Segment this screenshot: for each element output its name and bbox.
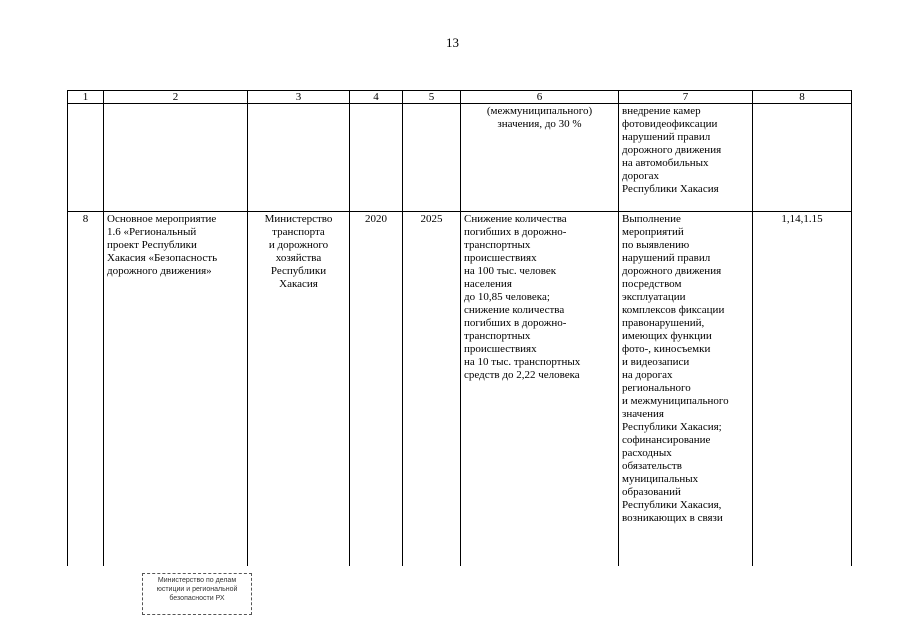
row-number: 8: [68, 212, 104, 567]
page-number: 13: [446, 35, 459, 50]
header-cell-5: 5: [403, 91, 461, 104]
cont-cell-3: [248, 104, 350, 212]
indicator-refs: 1,14,1.15: [753, 212, 852, 567]
expected-result: Снижение количества погибших в дорожно- транспортных происшествиях на 100 тыс. человек населения до 10,85 человека; снижение количества погибших в дорожно- транспортных происшествиях на 10 тыс. транспортных средств до 2,22 человека: [461, 212, 619, 567]
cont-cell-2: [104, 104, 248, 212]
cont-measures: внедрение камер фотовидеофиксации нарушений правил дорожного движения на автомобильных дорогах Республики Хакасия: [619, 104, 753, 212]
end-year: 2025: [403, 212, 461, 567]
table-header-row: [68, 91, 852, 104]
program-table: [67, 90, 852, 566]
registration-stamp: Министерство по делам юстиции и региональной безопасности РХ: [142, 573, 252, 615]
table-row-8: [68, 212, 852, 567]
cont-cell-1: [68, 104, 104, 212]
header-cell-4: 4: [350, 91, 403, 104]
cont-cell-4: [350, 104, 403, 212]
table-row-continuation: [68, 104, 852, 212]
cont-cell-8: [753, 104, 852, 212]
cont-cell-5: [403, 104, 461, 212]
header-cell-6: 6: [461, 91, 619, 104]
activity-name: Основное мероприятие 1.6 «Региональный проект Республики Хакасия «Безопасность дорожного движения»: [104, 212, 248, 567]
responsible-executor: Министерство транспорта и дорожного хозяйства Республики Хакасия: [248, 212, 350, 567]
header-cell-2: 2: [104, 91, 248, 104]
cont-target-indicator: (межмуниципального) значения, до 30 %: [461, 104, 619, 212]
header-cell-1: 1: [68, 91, 104, 104]
header-cell-3: 3: [248, 91, 350, 104]
measures-list: Выполнение мероприятий по выявлению нарушений правил дорожного движения посредством эксплуатации комплексов фиксации правонарушений, имеющих функции фото-, киносъемки и видеозаписи на дорогах регионального и межмуниципального значения Республики Хакасия; софинансирование расходных обязательств муниципальных образований Республики Хакасия, возникающих в связи: [619, 212, 753, 567]
header-cell-8: 8: [753, 91, 852, 104]
start-year: 2020: [350, 212, 403, 567]
header-cell-7: 7: [619, 91, 753, 104]
